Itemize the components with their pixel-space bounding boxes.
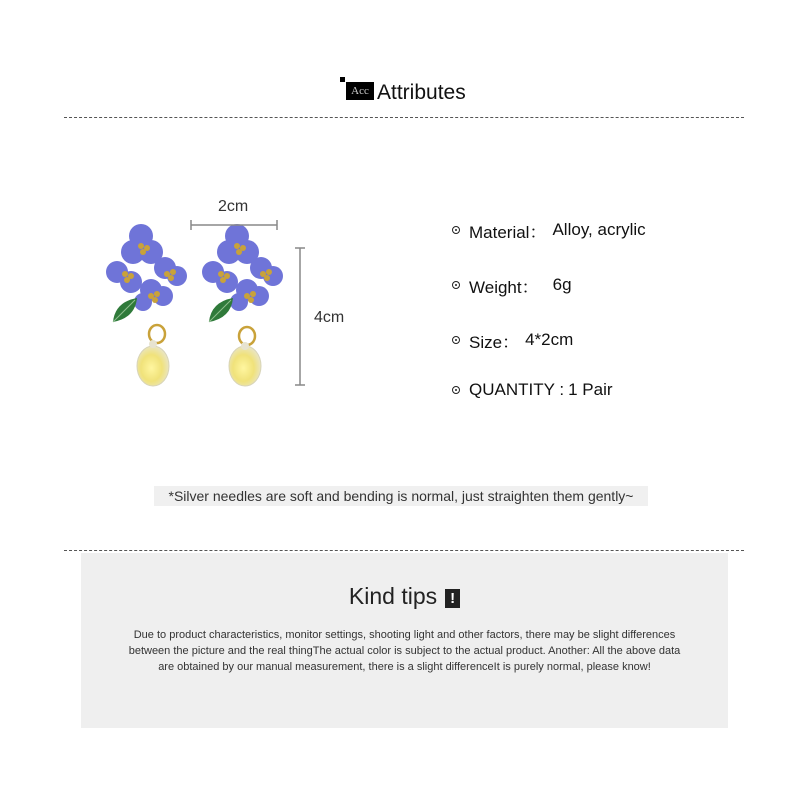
- attribute-quantity: [452, 375, 613, 405]
- section-title: Attributes: [377, 81, 466, 104]
- attribute-weight: [452, 270, 572, 300]
- attribute-value: 6g: [552, 275, 572, 294]
- attribute-material: [452, 215, 646, 245]
- kind-tips-text: Due to product characteristics, monitor settings, shooting light and other factors, there may be slight differences between the picture and the real thingThe actual color is subject to the actual product. Another: All the above data are obtained by our manual measurement, there is a slight differenceIt is purely normal, please know!: [128, 629, 681, 673]
- attribute-label: Material：: [469, 222, 547, 242]
- attribute-value: Alloy, acrylic: [552, 220, 646, 239]
- width-label: 2cm: [218, 198, 249, 215]
- kind-tips-panel: [81, 553, 728, 728]
- care-note: *Silver needles are soft and bending is normal, just straighten them gently~: [154, 486, 648, 506]
- bullet-icon: [452, 336, 460, 344]
- kind-tips-heading: [81, 581, 728, 611]
- height-label: 4cm: [314, 309, 345, 326]
- middle-divider: [64, 550, 744, 551]
- width-dimension: [185, 215, 285, 235]
- bullet-icon: [452, 386, 460, 394]
- kind-tips-title: Kind tips: [348, 583, 438, 609]
- bullet-icon: [452, 226, 460, 234]
- header-badge: Acc: [346, 82, 374, 100]
- exclamation-icon: !: [445, 589, 460, 608]
- section-header: [0, 76, 800, 110]
- height-dimension: [290, 245, 310, 390]
- earring-left: [106, 224, 187, 386]
- earring-right: [202, 224, 283, 386]
- attribute-value: 1 Pair: [568, 380, 613, 399]
- attribute-value: 4*2cm: [525, 330, 574, 349]
- bullet-icon: [452, 281, 460, 289]
- top-divider: [64, 117, 744, 118]
- header-square-icon: [340, 77, 345, 82]
- attribute-size: [452, 325, 573, 355]
- attribute-label: QUANTITY :: [469, 380, 565, 399]
- attribute-label: Weight：: [469, 277, 539, 297]
- attribute-label: Size：: [469, 332, 520, 352]
